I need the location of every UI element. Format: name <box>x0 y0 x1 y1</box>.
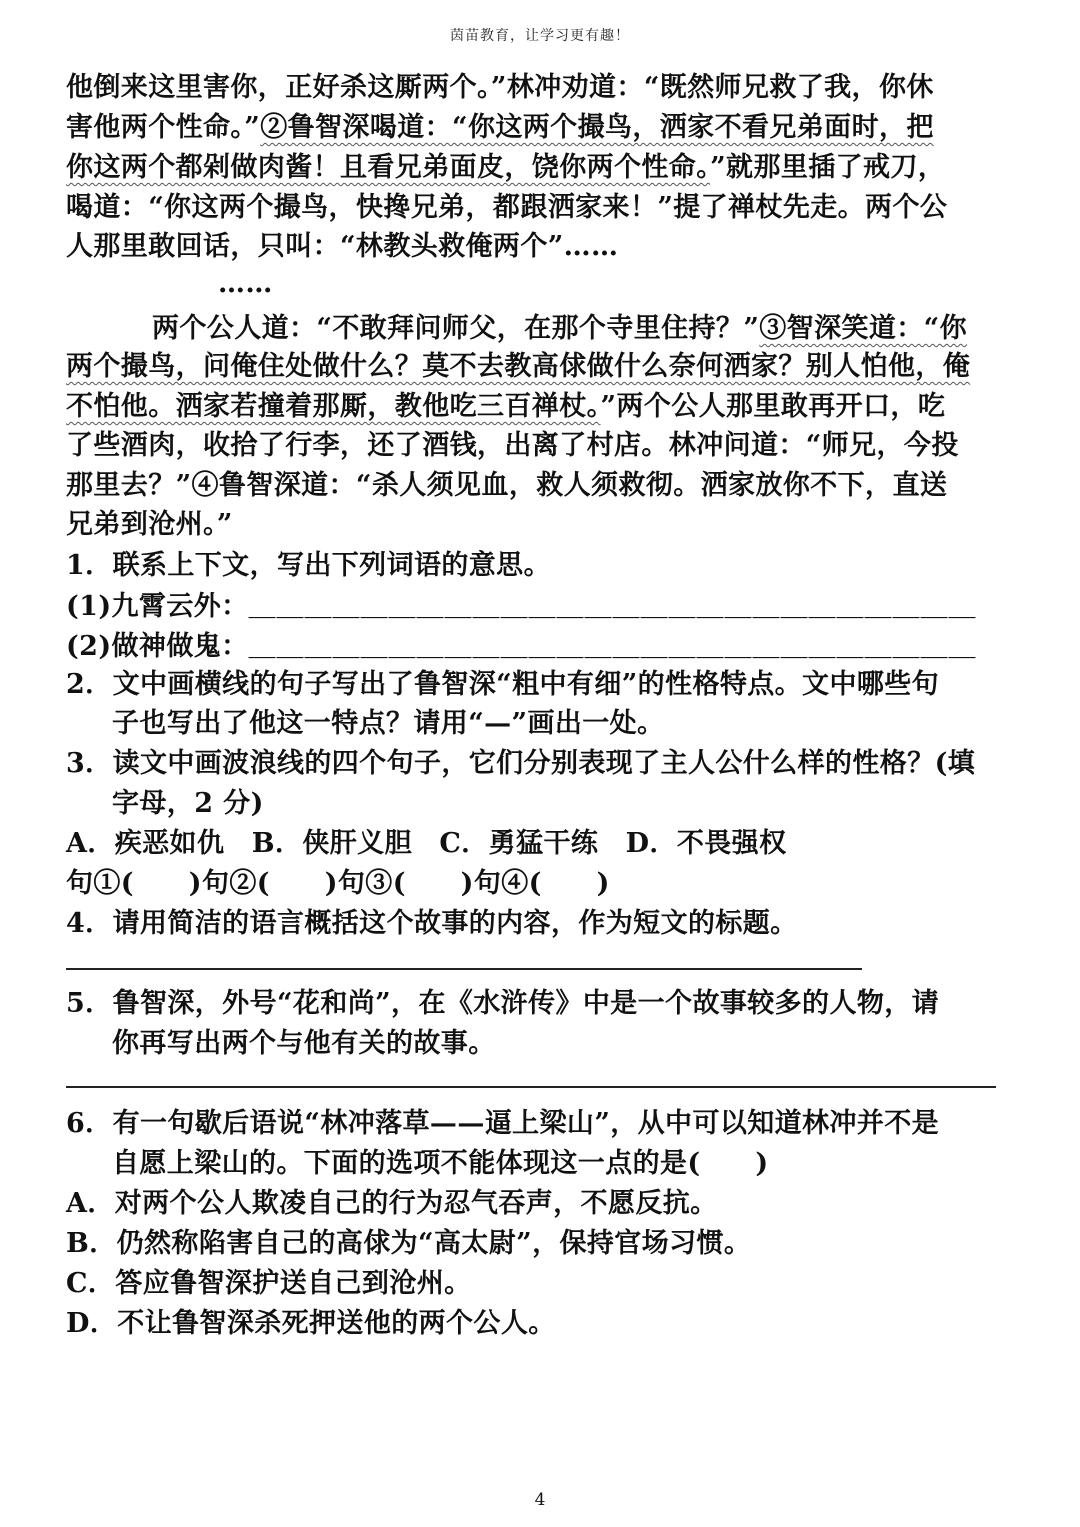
question-3-options: A．疾恶如仇 B．侠肝义胆 C．勇猛干练 D．不畏强权 <box>66 828 787 859</box>
question-6-option-c: C．答应鲁智深护送自己到沧州。 <box>66 1268 472 1299</box>
passage-line-1: 他倒来这里害你，正好杀这厮两个。”林冲劝道：“既然师兄救了我，你休 <box>66 72 934 103</box>
question-5-line-2: 你再写出两个与他有关的故事。 <box>112 1028 496 1059</box>
question-1-1-label: (1)九霄云外： <box>66 591 249 622</box>
question-1-2 <box>66 629 977 665</box>
passage-line-11: 那里去？”④鲁智深道：“杀人须见血，救人须救彻。洒家放你不下，直送 <box>66 470 948 501</box>
passage-line-2 <box>66 110 934 146</box>
passage-line-10: 了些酒肉，收拾了行李，还了酒钱，出离了村店。林冲问道：“师兄，今投 <box>66 430 959 461</box>
passage-text: 两个公人道：“不敢拜问师父，在那个寺里住持？” <box>152 313 760 344</box>
question-5-line-1: 5．鲁智深，外号“花和尚”，在《水浒传》中是一个故事较多的人物，请 <box>66 988 940 1019</box>
passage-text: ”就那里插了戒刀， <box>710 152 946 183</box>
passage-text: 害他两个性命。” <box>66 112 261 143</box>
answer-line-q5[interactable] <box>66 1086 996 1088</box>
passage-line-3 <box>66 150 945 186</box>
answer-line-q4[interactable] <box>66 968 862 970</box>
passage-line-7 <box>152 311 967 347</box>
passage-line-8: 两个撮鸟，问俺住处做什么？莫不去教高俅做什么奈何洒家？别人怕他，俺 <box>66 351 971 382</box>
question-6-line-2: 自愿上梁山的。下面的选项不能体现这一点的是( ) <box>112 1148 769 1179</box>
passage-line-4: 喝道：“你这两个撮鸟，快搀兄弟，都跟洒家来！”提了禅杖先走。两个公 <box>66 192 948 223</box>
answer-blank-1[interactable]: ＿＿＿＿＿＿＿＿＿＿＿＿＿＿＿＿＿＿＿＿＿＿＿＿＿＿ <box>248 591 977 622</box>
passage-line-5: 人那里敢回话，只叫：“林教头救俺两个”…… <box>66 231 619 262</box>
passage-line-9 <box>66 389 945 425</box>
wavy-sentence-3: ③智深笑道：“你 <box>759 313 967 344</box>
wavy-sentence-2: ②鲁智深喝道：“你这两个撮鸟，洒家不看兄弟面时，把 <box>260 112 934 143</box>
question-6-option-d: D．不让鲁智深杀死押送他的两个公人。 <box>66 1308 556 1339</box>
page-number: 4 <box>534 1490 546 1510</box>
question-1-2-label: (2)做神做鬼： <box>66 631 249 662</box>
question-3-line-1: 3．读文中画波浪线的四个句子，它们分别表现了主人公什么样的性格？(填 <box>66 748 976 779</box>
question-3-blanks[interactable]: 句①( )句②( )句③( )句④( ) <box>66 868 610 899</box>
question-6-option-a: A．对两个公人欺凌自己的行为忍气吞声，不愿反抗。 <box>66 1188 718 1219</box>
question-3-line-2: 字母，2 分) <box>112 788 264 819</box>
page-header: 茵苗教育，让学习更有趣！ <box>450 28 630 44</box>
question-1-1 <box>66 589 977 625</box>
wavy-sentence-3-cont: 不怕他。洒家若撞着那厮，教他吃三百禅杖。 <box>66 391 601 422</box>
passage-ellipsis: …… <box>218 268 273 299</box>
passage-text: ”两个公人那里敢再开口，吃 <box>600 391 946 422</box>
passage-line-12: 兄弟到沧州。” <box>66 509 233 540</box>
question-2-line-1: 2．文中画横线的句子写出了鲁智深“粗中有细”的性格特点。文中哪些句 <box>66 669 940 700</box>
question-4: 4．请用简洁的语言概括这个故事的内容，作为短文的标题。 <box>66 908 798 939</box>
question-1: 1．联系上下文，写出下列词语的意思。 <box>66 550 551 581</box>
question-6-option-b: B．仍然称陷害自己的高俅为“高太尉”，保持官场习惯。 <box>66 1228 752 1259</box>
answer-blank-2[interactable]: ＿＿＿＿＿＿＿＿＿＿＿＿＿＿＿＿＿＿＿＿＿＿＿＿＿＿ <box>248 631 977 662</box>
wavy-sentence-2-cont: 你这两个都剁做肉酱！且看兄弟面皮，饶你两个性命。 <box>66 152 711 183</box>
question-6-line-1: 6．有一句歇后语说“林冲落草——逼上梁山”，从中可以知道林冲并不是 <box>66 1108 940 1139</box>
question-2-line-2: 子也写出了他这一特点？请用“—”画出一处。 <box>112 708 665 739</box>
